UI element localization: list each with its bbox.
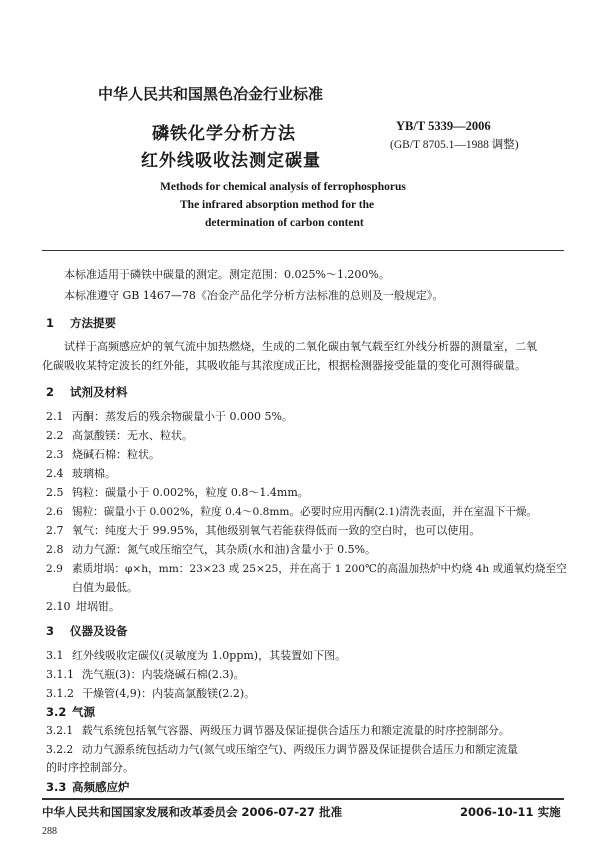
list-item: [46, 741, 518, 759]
item-number: 2.7: [46, 524, 64, 537]
list-item: [46, 484, 309, 502]
item-number: 2.6: [46, 506, 63, 518]
list-item: [46, 541, 376, 559]
list-item-continuation: 的时序控制部分。: [46, 761, 134, 774]
list-item: [46, 465, 116, 483]
item-number: 2.4: [46, 467, 64, 480]
section-title: 方法提要: [70, 316, 116, 330]
issuer-approval: 中华人民共和国国家发展和改革委员会 2006-07-27 批准: [42, 805, 343, 819]
item-number: 3.2.1: [46, 724, 74, 737]
item-number: 2.10: [46, 600, 71, 613]
item-text: 洗气瓶(3)：内装烧碱石棉(2.3)。: [82, 668, 245, 681]
item-text: 坩埚钳。: [76, 600, 120, 613]
item-number: 2.9: [46, 563, 63, 575]
item-text: 动力气源：氮气或压缩空气，其杂质(水和油)含量小于 0.5%。: [72, 543, 377, 556]
subsection-heading: [46, 778, 130, 796]
item-text: 玻璃棉。: [72, 467, 116, 480]
english-title-2: The infrared absorption method for the: [180, 199, 375, 211]
section-number: 2: [46, 385, 55, 399]
section-1-text-line-2: 化碳吸收某特定波长的红外能，其吸收能与其浓度成正比，根据检测器接受能量的变化可测得碳量。: [42, 359, 526, 372]
item-number: 3.2.2: [46, 743, 74, 756]
title-line-2: 红外线吸收法测定碳量: [141, 151, 321, 171]
item-text: 红外线吸收定碳仪(灵敏度为 1.0ppm)，其装置如下图。: [72, 649, 347, 662]
list-item: [46, 446, 160, 464]
list-item: [46, 503, 537, 521]
section-3-heading: [46, 623, 128, 639]
subsection-heading: [46, 703, 95, 721]
top-divider: [42, 250, 564, 251]
item-text: 钨粒：碳量小于 0.002%，粒度 0.8～1.4mm。: [72, 486, 309, 499]
item-number: 3.1.2: [46, 687, 74, 700]
item-number: 3.1.1: [46, 668, 74, 681]
section-title: 试剂及材料: [70, 385, 128, 399]
item-number: 2.3: [46, 448, 64, 461]
item-text: 动力气源系统包括动力气(氮气或压缩空气)、两级压力调节器及保证提供合适压力和额定流量: [82, 743, 518, 756]
item-number: 3.1: [46, 649, 64, 662]
item-number: 2.2: [46, 429, 64, 442]
list-item-continuation: 白值为最低。: [72, 581, 138, 594]
section-1-text-line-1: 试样于高频感应炉的氧气流中加热燃烧，生成的二氧化碳由氧气载至红外线分析器的测量室，二氧: [64, 340, 537, 353]
item-text: 高频感应炉: [72, 780, 130, 794]
item-number: 2.8: [46, 543, 64, 556]
item-text: 烧碱石棉：粒状。: [72, 448, 160, 461]
replaces-standard: (GB/T 8705.1—1988 调整): [390, 139, 519, 151]
effective-date: 2006-10-11 实施: [460, 805, 561, 819]
section-2-heading: [46, 384, 128, 400]
item-text: 气源: [72, 705, 95, 719]
item-text: 高氯酸镁：无水、粒状。: [72, 429, 193, 442]
item-text: 载气系统包括氧气容器、两级压力调节器及保证提供合适压力和额定流量的时序控制部分。: [82, 724, 510, 737]
item-text: 丙酮：蒸发后的残余物碳量小于 0.000 5%。: [72, 410, 293, 423]
industry-standard-heading: 中华人民共和国黑色冶金行业标准: [98, 85, 324, 103]
list-item: [46, 560, 567, 578]
english-title-1: Methods for chemical analysis of ferrophosphorus: [160, 181, 406, 193]
item-number: 2.5: [46, 486, 64, 499]
list-item: [46, 427, 193, 445]
item-number: 3.3: [46, 780, 67, 794]
list-item: [46, 647, 346, 665]
list-item: [46, 408, 293, 426]
list-item: [46, 666, 245, 684]
section-1-heading: [46, 315, 116, 331]
section-number: 3: [46, 624, 55, 638]
list-item: [46, 685, 255, 703]
section-number: 1: [46, 316, 55, 330]
item-number: 3.2: [46, 705, 67, 719]
item-text: 素质坩埚：φ×h，mm：23×23 或 25×25，并在高于 1 200℃的高温加热炉中灼烧 4h 或通氧灼烧至空: [72, 563, 567, 575]
section-title: 仪器及设备: [70, 624, 128, 638]
list-item: [46, 722, 510, 740]
title-line-1: 磷铁化学分析方法: [152, 124, 296, 144]
list-item: [46, 522, 480, 540]
item-text: 干燥管(4,9)：内装高氯酸镁(2.2)。: [82, 687, 256, 700]
standard-code: YB/T 5339—2006: [396, 119, 491, 133]
footer-divider: [42, 798, 564, 800]
intro-paragraph-2: 本标准遵守 GB 1467—78《冶金产品化学分析方法标准的总则及一般规定》。: [64, 289, 444, 302]
list-item: [46, 598, 120, 616]
page-number: 288: [42, 826, 57, 837]
item-number: 2.1: [46, 410, 64, 423]
intro-paragraph-1: 本标准适用于磷铁中碳量的测定。测定范围：0.025%～1.200%。: [64, 268, 390, 281]
item-text: 锡粒：碳量小于 0.002%，粒度 0.4～0.8mm。必要时应用丙酮(2.1)清洗表面，并在室温下干燥。: [72, 506, 538, 518]
item-text: 氧气：纯度大于 99.95%，其他级别氧气若能获得低而一致的空白时，也可以使用。: [72, 524, 481, 537]
english-title-3: determination of carbon content: [205, 217, 364, 229]
